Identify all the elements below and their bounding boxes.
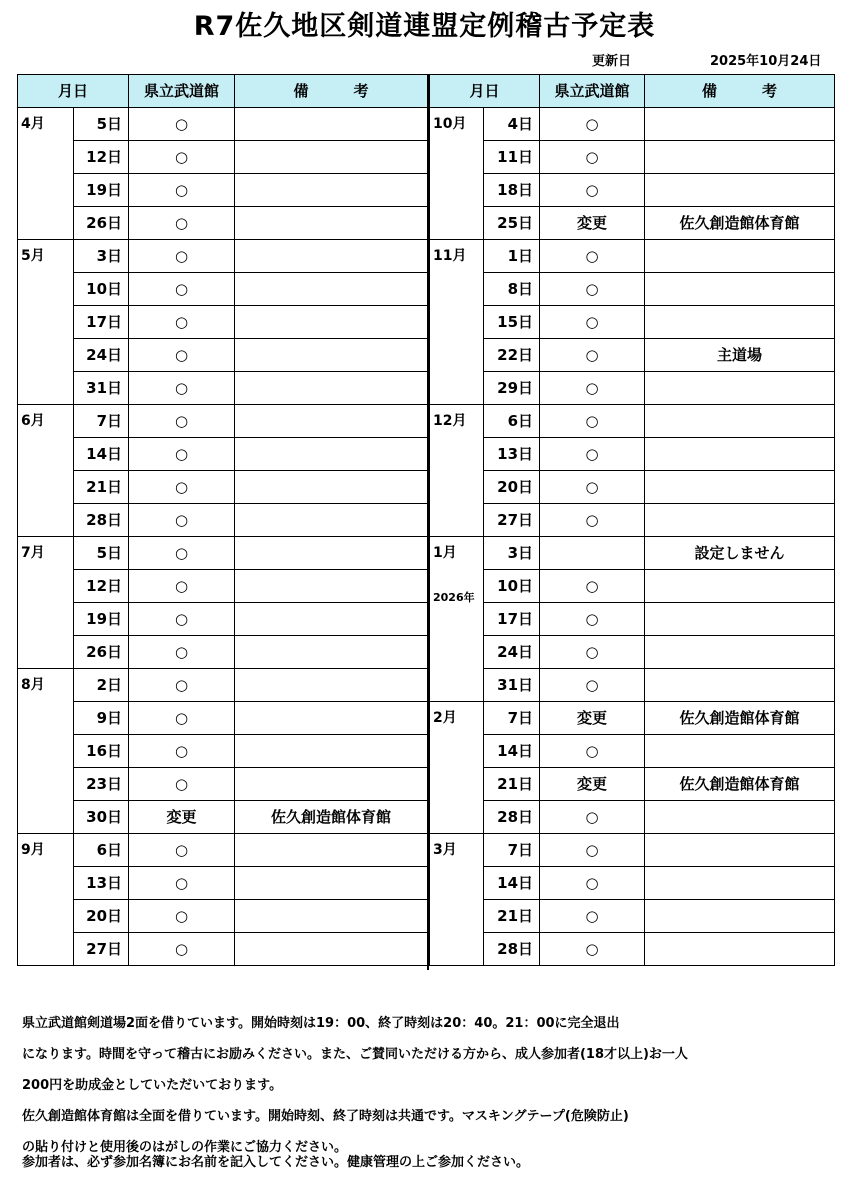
- schedule-row: [18, 339, 428, 372]
- remarks-cell: [235, 537, 428, 570]
- venue-status-cell: ○: [540, 933, 645, 966]
- venue-status-cell: ○: [129, 405, 235, 438]
- day-cell: 23日: [74, 768, 129, 801]
- day-cell: 28日: [484, 933, 540, 966]
- schedule-row: [430, 768, 835, 801]
- schedule-row: [430, 735, 835, 768]
- remarks-cell: [235, 240, 428, 273]
- remarks-cell: [645, 669, 835, 702]
- remarks-cell: [235, 108, 428, 141]
- remarks-cell: 佐久創造館体育館: [645, 768, 835, 801]
- day-cell: 3日: [484, 537, 540, 570]
- schedule-row: [430, 438, 835, 471]
- remarks-cell: [645, 867, 835, 900]
- remarks-cell: [645, 603, 835, 636]
- day-cell: 30日: [74, 801, 129, 834]
- venue-status-cell: ○: [540, 372, 645, 405]
- month-label: 3月: [433, 842, 457, 858]
- venue-status-cell: ○: [129, 570, 235, 603]
- day-cell: 21日: [484, 768, 540, 801]
- remarks-cell: [235, 273, 428, 306]
- year-label: 2026年: [433, 591, 475, 604]
- day-cell: 31日: [74, 372, 129, 405]
- venue-status-cell: ○: [540, 108, 645, 141]
- venue-status-cell: ○: [129, 504, 235, 537]
- note-line: 佐久創造館体育館は全面を借りています。開始時刻、終了時刻は共通です。マスキングテープ(危険防止): [22, 1109, 629, 1124]
- schedule-row: [430, 669, 835, 702]
- venue-status-cell: ○: [540, 636, 645, 669]
- schedule-row: [18, 504, 428, 537]
- day-cell: 15日: [484, 306, 540, 339]
- notes: [22, 1008, 832, 1172]
- month-label: 12月: [433, 413, 467, 429]
- venue-status-cell: ○: [129, 372, 235, 405]
- venue-status-cell: 変更: [540, 768, 645, 801]
- month-cell: [430, 537, 484, 702]
- venue-status-cell: 変更: [129, 801, 235, 834]
- schedule-row: [430, 933, 835, 966]
- venue-status-cell: ○: [540, 306, 645, 339]
- month-label: 2月: [433, 710, 457, 726]
- schedule-row: [18, 438, 428, 471]
- month-cell: [430, 240, 484, 405]
- schedule-row: [430, 174, 835, 207]
- venue-status-cell: ○: [129, 108, 235, 141]
- remarks-cell: [235, 438, 428, 471]
- remarks-cell: [235, 669, 428, 702]
- schedule-table-right: [429, 74, 835, 966]
- header-venue: 県立武道館: [540, 75, 645, 108]
- day-cell: 7日: [484, 834, 540, 867]
- remarks-cell: 佐久創造館体育館: [235, 801, 428, 834]
- remarks-cell: [645, 141, 835, 174]
- remarks-cell: 設定しません: [645, 537, 835, 570]
- month-label: 4月: [21, 116, 45, 132]
- day-cell: 26日: [74, 207, 129, 240]
- day-cell: 26日: [74, 636, 129, 669]
- remarks-cell: [645, 306, 835, 339]
- header-remarks: 備 考: [645, 75, 835, 108]
- schedule-row: [430, 702, 835, 735]
- remarks-cell: [235, 900, 428, 933]
- schedule-row: [430, 636, 835, 669]
- venue-status-cell: ○: [540, 570, 645, 603]
- day-cell: 9日: [74, 702, 129, 735]
- schedule-row: [430, 834, 835, 867]
- month-cell: [430, 834, 484, 966]
- day-cell: 19日: [74, 174, 129, 207]
- venue-status-cell: ○: [540, 735, 645, 768]
- day-cell: 8日: [484, 273, 540, 306]
- schedule-row: [18, 570, 428, 603]
- schedule-row: [430, 141, 835, 174]
- venue-status-cell: ○: [540, 405, 645, 438]
- remarks-cell: [235, 867, 428, 900]
- remarks-cell: [645, 834, 835, 867]
- schedule-row: [18, 933, 428, 966]
- day-cell: 29日: [484, 372, 540, 405]
- remarks-cell: [645, 273, 835, 306]
- day-cell: 19日: [74, 603, 129, 636]
- schedule-row: [430, 339, 835, 372]
- schedule-row: [18, 405, 428, 438]
- month-cell: [430, 405, 484, 537]
- month-label: 5月: [21, 248, 45, 264]
- month-cell: [18, 240, 74, 405]
- header-row: [18, 75, 428, 108]
- venue-status-cell: ○: [129, 207, 235, 240]
- month-cell: [430, 702, 484, 834]
- venue-status-cell: 変更: [540, 207, 645, 240]
- day-cell: 11日: [484, 141, 540, 174]
- venue-status-cell: ○: [129, 735, 235, 768]
- note-line: になります。時間を守って稽古にお励みください。また、ご賛同いただける方から、成人参加者(18才以上)お一人: [22, 1047, 688, 1062]
- venue-status-cell: 変更: [540, 702, 645, 735]
- venue-status-cell: ○: [129, 141, 235, 174]
- remarks-cell: [235, 372, 428, 405]
- note-line: 参加者は、必ず参加名簿にお名前を記入してください。健康管理の上ご参加ください。: [22, 1155, 530, 1170]
- day-cell: 1日: [484, 240, 540, 273]
- schedule-row: [430, 108, 835, 141]
- venue-status-cell: ○: [540, 900, 645, 933]
- day-cell: 3日: [74, 240, 129, 273]
- remarks-cell: [645, 108, 835, 141]
- schedule-row: [18, 537, 428, 570]
- day-cell: 14日: [484, 735, 540, 768]
- day-cell: 12日: [74, 141, 129, 174]
- remarks-cell: [645, 372, 835, 405]
- venue-status-cell: ○: [540, 471, 645, 504]
- remarks-cell: [235, 636, 428, 669]
- remarks-cell: [645, 636, 835, 669]
- schedule-row: [430, 570, 835, 603]
- schedule-row: [430, 207, 835, 240]
- venue-status-cell: ○: [540, 603, 645, 636]
- schedule-row: [18, 735, 428, 768]
- note-line: の貼り付けと使用後のはがしの作業にご協力ください。: [22, 1140, 348, 1155]
- venue-status-cell: ○: [540, 339, 645, 372]
- remarks-cell: 佐久創造館体育館: [645, 702, 835, 735]
- remarks-cell: [645, 504, 835, 537]
- month-cell: [18, 405, 74, 537]
- venue-status-cell: ○: [129, 867, 235, 900]
- day-cell: 4日: [484, 108, 540, 141]
- schedule-row: [430, 537, 835, 570]
- venue-status-cell: ○: [540, 669, 645, 702]
- day-cell: 7日: [74, 405, 129, 438]
- schedule-row: [18, 141, 428, 174]
- schedule-row: [430, 471, 835, 504]
- schedule-row: [18, 669, 428, 702]
- month-label: 10月: [433, 116, 467, 132]
- schedule-row: [18, 834, 428, 867]
- venue-status-cell: ○: [129, 537, 235, 570]
- venue-status-cell: ○: [129, 669, 235, 702]
- note-line: 200円を助成金としていただいております。: [22, 1078, 283, 1093]
- header-venue: 県立武道館: [129, 75, 235, 108]
- schedule-row: [18, 768, 428, 801]
- venue-status-cell: [540, 537, 645, 570]
- day-cell: 24日: [484, 636, 540, 669]
- venue-status-cell: ○: [540, 801, 645, 834]
- remarks-cell: [645, 735, 835, 768]
- venue-status-cell: ○: [540, 438, 645, 471]
- schedule-table-left: [17, 74, 428, 966]
- header-date: 月日: [430, 75, 540, 108]
- venue-status-cell: ○: [540, 504, 645, 537]
- day-cell: 17日: [74, 306, 129, 339]
- header-remarks: 備 考: [235, 75, 428, 108]
- day-cell: 14日: [74, 438, 129, 471]
- remarks-cell: [235, 174, 428, 207]
- schedule-row: [18, 174, 428, 207]
- day-cell: 17日: [484, 603, 540, 636]
- month-label: 8月: [21, 677, 45, 693]
- remarks-cell: [235, 834, 428, 867]
- updated-label: 更新日: [592, 54, 632, 69]
- month-label: 1月: [433, 545, 457, 561]
- month-label: 9月: [21, 842, 45, 858]
- venue-status-cell: ○: [129, 636, 235, 669]
- schedule-row: [18, 240, 428, 273]
- day-cell: 5日: [74, 537, 129, 570]
- month-cell: [18, 669, 74, 834]
- venue-status-cell: ○: [129, 471, 235, 504]
- schedule-row: [430, 504, 835, 537]
- day-cell: 12日: [74, 570, 129, 603]
- schedule-row: [18, 636, 428, 669]
- schedule-row: [18, 801, 428, 834]
- remarks-cell: [235, 768, 428, 801]
- remarks-cell: [645, 801, 835, 834]
- day-cell: 24日: [74, 339, 129, 372]
- day-cell: 7日: [484, 702, 540, 735]
- remarks-cell: [645, 900, 835, 933]
- venue-status-cell: ○: [540, 834, 645, 867]
- remarks-cell: [235, 471, 428, 504]
- remarks-cell: [645, 471, 835, 504]
- day-cell: 13日: [484, 438, 540, 471]
- day-cell: 21日: [74, 471, 129, 504]
- day-cell: 28日: [484, 801, 540, 834]
- venue-status-cell: ○: [129, 834, 235, 867]
- remarks-cell: [235, 702, 428, 735]
- day-cell: 6日: [74, 834, 129, 867]
- venue-status-cell: ○: [129, 933, 235, 966]
- header-date: 月日: [18, 75, 129, 108]
- day-cell: 31日: [484, 669, 540, 702]
- schedule-row: [430, 273, 835, 306]
- day-cell: 20日: [74, 900, 129, 933]
- page-title: R7佐久地区剣道連盟定例稽古予定表: [193, 11, 656, 42]
- day-cell: 21日: [484, 900, 540, 933]
- schedule-row: [430, 801, 835, 834]
- remarks-cell: 佐久創造館体育館: [645, 207, 835, 240]
- day-cell: 6日: [484, 405, 540, 438]
- schedule-row: [18, 207, 428, 240]
- month-cell: [430, 108, 484, 240]
- remarks-cell: [235, 570, 428, 603]
- day-cell: 28日: [74, 504, 129, 537]
- header-row: [430, 75, 835, 108]
- remarks-cell: [235, 933, 428, 966]
- note-line: 県立武道館剣道場2面を借りています。開始時刻は19：00、終了時刻は20：40。21：00に完全退出: [22, 1016, 620, 1031]
- schedule-row: [430, 306, 835, 339]
- schedule-row: [430, 900, 835, 933]
- venue-status-cell: ○: [540, 273, 645, 306]
- remarks-cell: [235, 141, 428, 174]
- remarks-cell: [645, 438, 835, 471]
- day-cell: 22日: [484, 339, 540, 372]
- remarks-cell: [235, 405, 428, 438]
- schedule-row: [430, 240, 835, 273]
- day-cell: 20日: [484, 471, 540, 504]
- month-cell: [18, 834, 74, 966]
- month-label: 7月: [21, 545, 45, 561]
- venue-status-cell: ○: [129, 174, 235, 207]
- schedule-row: [18, 108, 428, 141]
- schedule-row: [430, 867, 835, 900]
- venue-status-cell: ○: [129, 339, 235, 372]
- schedule-row: [18, 471, 428, 504]
- remarks-cell: [645, 174, 835, 207]
- venue-status-cell: ○: [540, 867, 645, 900]
- day-cell: 10日: [484, 570, 540, 603]
- schedule-row: [18, 372, 428, 405]
- day-cell: 27日: [484, 504, 540, 537]
- schedule-row: [430, 405, 835, 438]
- remarks-cell: [235, 306, 428, 339]
- venue-status-cell: ○: [129, 306, 235, 339]
- month-label: 6月: [21, 413, 45, 429]
- schedule-row: [18, 306, 428, 339]
- remarks-cell: [645, 405, 835, 438]
- day-cell: 10日: [74, 273, 129, 306]
- remarks-cell: [645, 933, 835, 966]
- month-cell: [18, 537, 74, 669]
- remarks-cell: [235, 504, 428, 537]
- remarks-cell: [235, 735, 428, 768]
- venue-status-cell: ○: [540, 174, 645, 207]
- schedule-row: [430, 603, 835, 636]
- day-cell: 18日: [484, 174, 540, 207]
- schedule-row: [18, 702, 428, 735]
- venue-status-cell: ○: [540, 240, 645, 273]
- day-cell: 27日: [74, 933, 129, 966]
- schedule-row: [18, 867, 428, 900]
- remarks-cell: [235, 603, 428, 636]
- venue-status-cell: ○: [129, 900, 235, 933]
- month-label: 11月: [433, 248, 467, 264]
- venue-status-cell: ○: [129, 603, 235, 636]
- remarks-cell: [235, 339, 428, 372]
- month-cell: [18, 108, 74, 240]
- schedule-row: [18, 273, 428, 306]
- venue-status-cell: ○: [540, 141, 645, 174]
- day-cell: 14日: [484, 867, 540, 900]
- schedule-row: [18, 603, 428, 636]
- venue-status-cell: ○: [129, 702, 235, 735]
- schedule-row: [18, 900, 428, 933]
- remarks-cell: [645, 240, 835, 273]
- remarks-cell: 主道場: [645, 339, 835, 372]
- day-cell: 13日: [74, 867, 129, 900]
- remarks-cell: [645, 570, 835, 603]
- venue-status-cell: ○: [129, 768, 235, 801]
- updated-date: 2025年10月24日: [710, 54, 822, 69]
- day-cell: 5日: [74, 108, 129, 141]
- venue-status-cell: ○: [129, 273, 235, 306]
- remarks-cell: [235, 207, 428, 240]
- day-cell: 16日: [74, 735, 129, 768]
- day-cell: 2日: [74, 669, 129, 702]
- schedule-row: [430, 372, 835, 405]
- venue-status-cell: ○: [129, 240, 235, 273]
- day-cell: 25日: [484, 207, 540, 240]
- venue-status-cell: ○: [129, 438, 235, 471]
